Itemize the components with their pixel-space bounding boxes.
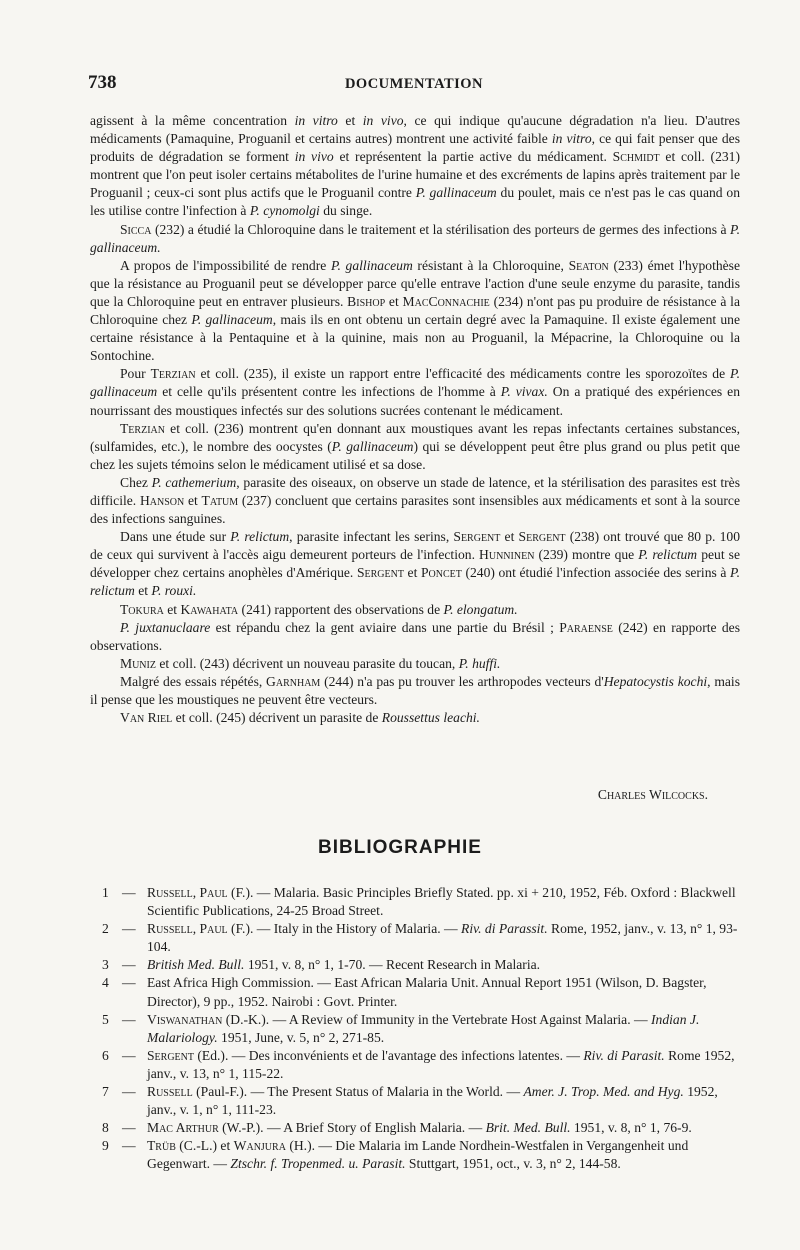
italic-text: P. huffi.: [458, 655, 501, 671]
reference-number: 1: [102, 885, 109, 900]
italic-text: Roussettus leachi.: [381, 710, 480, 726]
text-run: (234) n'ont pas pu produire de résistance à la Chloroquine chez: [90, 293, 740, 328]
reference-number: 3: [102, 957, 109, 973]
italic-text: in vitro: [551, 131, 592, 147]
paragraph: [90, 709, 740, 727]
author-name: Seaton: [568, 257, 609, 273]
text-run: (244) n'a pas pu trouver les arthropodes vecteurs d': [320, 673, 604, 689]
paragraph: [90, 528, 740, 600]
author-name: Wanjura: [233, 1138, 286, 1154]
paragraph: [90, 619, 740, 655]
text-run: du poulet, mais ce n'est pas le cas quand on les utilise contre l'infection à: [90, 185, 740, 219]
italic-text: P. elongatum.: [443, 601, 518, 617]
author-name: Viswanathan: [147, 1011, 223, 1027]
text-run: et coll. (235), il existe un rapport entre l'efficacité des médicaments contre les sporozoïtes de: [195, 366, 731, 382]
paragraph: [90, 420, 740, 474]
reference-dash: —: [122, 885, 136, 900]
author-name: Hunninen: [479, 547, 535, 563]
text-run: 1952, janv., v. 1, n° 1, 111-23.: [147, 1084, 718, 1118]
italic-text: Hepatocystis kochi: [603, 673, 708, 689]
text-run: et: [385, 293, 403, 309]
text-run: Stuttgart, 1951, oct., v. 3, n° 2, 144-58.: [405, 1156, 621, 1172]
italic-text: P. gallinaceum.: [90, 221, 740, 255]
text-run: et: [184, 492, 202, 508]
italic-text: P. gallinaceum: [415, 185, 497, 201]
text-run: (W.-P.). — A Brief Story of English Malaria. —: [218, 1120, 486, 1136]
text-run: résistant à la Chloroquine,: [412, 257, 569, 273]
text-run: (Paul-F.). — The Present Status of Malaria in the World. —: [192, 1084, 524, 1100]
italic-text: Indian J. Malariology.: [147, 1011, 700, 1045]
reference-item: [92, 920, 740, 956]
reference-dash: —: [122, 957, 136, 973]
text-run: (241) rapportent des observations de: [238, 601, 444, 617]
italic-text: P. vivax.: [500, 384, 548, 400]
text-run: et: [337, 113, 363, 128]
italic-text: Riv. di Parasit.: [583, 1047, 665, 1063]
reference-item: [92, 1083, 740, 1119]
paragraph: [90, 221, 740, 257]
author-name: MacConnachie: [402, 293, 490, 309]
italic-text: British Med. Bull.: [147, 957, 245, 973]
author-name: Schmidt: [612, 149, 660, 165]
author-name: Sergent: [518, 529, 566, 545]
paragraph: [90, 655, 740, 673]
text-run: On a pratiqué des expériences en nourrissant des moustiques infectés sur des solutions sucrées contenant le médicament.: [90, 384, 740, 418]
bibliography-list: [92, 884, 740, 1174]
running-title: DOCUMENTATION: [344, 76, 484, 92]
text-run: , parasite des oiseaux, on observe un stade de latence, et la stérilisation des parasites est très difficile.: [90, 474, 740, 508]
text-run: (D.-K.). — A Review of Immunity in the Vertebrate Host Against Malaria. —: [222, 1011, 652, 1027]
author-name: Poncet: [420, 565, 462, 581]
body-text: [90, 112, 740, 727]
text-run: et coll. (243) décrivent un nouveau parasite du toucan,: [155, 655, 459, 671]
text-run: , mais il pense que les moustiques ne peuvent être vecteurs.: [90, 673, 740, 707]
paragraph: [90, 474, 740, 528]
text-run: (239) montre que: [534, 547, 639, 563]
author-name: Kawahata: [180, 601, 239, 617]
paragraph: [90, 257, 740, 366]
text-run: 1951, June, v. 5, n° 2, 271-85.: [217, 1029, 385, 1045]
text-run: 1951, v. 8, n° 1, 1-70. — Recent Research in Malaria.: [244, 957, 541, 973]
reference-dash: —: [122, 1047, 136, 1063]
reference-dash: —: [122, 1120, 136, 1136]
text-run: et: [163, 601, 181, 617]
italic-text: Amer. J. Trop. Med. and Hyg.: [523, 1084, 684, 1100]
author-name: Tatum: [201, 492, 239, 508]
text-run: East Africa High Commission. — East African Malaria Unit. Annual Report 1951 (Wilson, D. Bagster, Director), 9 pp., 1952. Nairobi : Govt. Printer.: [147, 975, 707, 1009]
text-run: et: [500, 529, 519, 545]
italic-text: in vivo: [294, 149, 334, 165]
author-name: Sicca: [120, 221, 152, 237]
page-number: 738: [88, 72, 117, 93]
reference-dash: —: [122, 1084, 136, 1100]
reference-number: 6: [102, 1047, 109, 1063]
text-run: du singe.: [319, 203, 373, 219]
italic-text: P. gallinaceum: [330, 257, 413, 273]
italic-text: P. cynomolgi: [249, 203, 320, 219]
reference-item: [92, 1047, 740, 1083]
text-run: et coll. (245) décrivent un parasite de: [172, 710, 382, 726]
text-run: Malgré des essais répétés,: [120, 673, 267, 689]
paragraph: [90, 112, 740, 221]
italic-text: P. relictum: [230, 529, 290, 545]
author-name: Paraense: [559, 619, 613, 635]
text-run: est répandu chez la gent aviaire dans une partie du Brésil ;: [210, 619, 560, 635]
author-name: Russell: [147, 1084, 193, 1100]
reference-number: 2: [102, 921, 109, 937]
author-name: Sergent: [356, 565, 404, 581]
reference-item: [92, 974, 740, 1010]
reference-item: [92, 1137, 740, 1173]
text-run: et coll. (231) montrent que l'on peut isoler certains métabolites de l'urine humaine et des excréments de lapins après traitement par le Proguanil ; ceux-ci sont plus actifs que le Proguanil contre: [90, 149, 740, 201]
text-run: (237) concluent que certains parasites sont insensibles aux médicaments et sont à la source des infections sanguines.: [90, 492, 740, 527]
reference-number: 7: [102, 1084, 109, 1100]
author-name: Tokura: [120, 601, 164, 617]
italic-text: Riv. di Parassit.: [461, 921, 548, 937]
italic-text: P. relictum: [638, 547, 698, 563]
text-run: , ce qui fait penser que des produits de dégradation se forment: [90, 131, 740, 165]
reference-number: 4: [102, 975, 109, 991]
italic-text: in vitro: [294, 113, 338, 128]
italic-text: P. juxtanuclaare: [120, 619, 211, 635]
author-name: Russell, Paul: [147, 885, 228, 900]
author-name: Bishop: [347, 293, 386, 309]
author-name: Sergent: [453, 529, 501, 545]
text-run: et représentent la partie active du médicament.: [333, 149, 613, 165]
reference-item: [92, 884, 740, 920]
italic-text: P. gallinaceum: [331, 438, 414, 454]
author-name: Mac Arthur: [147, 1120, 219, 1136]
reference-item: [92, 1119, 740, 1137]
reference-number: 9: [102, 1138, 109, 1154]
italic-text: Brit. Med. Bull.: [485, 1120, 571, 1136]
text-run: et coll. (236) montrent qu'en donnant aux moustiques avant les repas infectants certaines substances, (sulfamides, etc.), le nombre des oocystes (: [90, 420, 740, 454]
author-name: Muniz: [120, 655, 156, 671]
reference-number: 5: [102, 1011, 109, 1027]
text-run: Rome 1952, janv., v. 13, n° 1, 115-22.: [147, 1047, 735, 1081]
italic-text: P. gallinaceum: [191, 312, 273, 328]
text-run: Dans une étude sur: [120, 529, 231, 545]
author-name: Sergent: [147, 1047, 194, 1063]
author-name: Trüb: [147, 1138, 176, 1154]
reference-dash: —: [122, 1011, 136, 1027]
text-run: et: [134, 583, 152, 599]
text-run: (F.). — Italy in the History of Malaria. —: [227, 921, 462, 937]
text-run: et celle qu'ils présentent contre les infections de l'homme à: [157, 384, 501, 400]
paragraph: [90, 365, 740, 419]
italic-text: P. cathemerium: [151, 474, 237, 490]
author-name: Terzian: [150, 366, 196, 382]
reference-item: [92, 1011, 740, 1047]
author-name: Russell, Paul: [147, 921, 228, 937]
text-run: (232) a étudié la Chloroquine dans le traitement et la stérilisation des porteurs de germes des infections à: [151, 221, 731, 237]
italic-text: P. relictum: [90, 565, 740, 599]
text-run: (Ed.). — Des inconvénients et de l'avantage des infections latentes. —: [194, 1047, 584, 1063]
text-run: (F.). — Malaria. Basic Principles Briefly Stated. pp. xi + 210, 1952, Féb. Oxford : Blackwell Scientific Publications, 24-25 Broad Street.: [147, 885, 736, 919]
author-signature: Charles Wilcocks.: [597, 787, 708, 802]
reference-number: 8: [102, 1120, 109, 1136]
reference-dash: —: [122, 975, 136, 991]
text-run: (242) en rapporte des observations.: [90, 619, 741, 653]
text-run: (240) ont étudié l'infection associée des serins à: [461, 565, 731, 581]
italic-text: Ztschr. f. Tropenmed. u. Parasit.: [230, 1156, 406, 1172]
page-header: [88, 72, 740, 98]
text-run: agissent à la même concentration: [90, 113, 295, 128]
reference-dash: —: [122, 921, 136, 937]
bibliography-heading: BIBLIOGRAPHIE: [318, 837, 482, 858]
text-run: , ce qui indique qu'aucune dégradation n'a lieu. D'autres médicaments (Pamaquine, Proguanil et certains autres) montrent une activité faible: [90, 113, 740, 147]
text-run: A propos de l'impossibilité de rendre: [120, 257, 331, 273]
text-run: (233) émet l'hypothèse que la résistance au Proguanil peut se développer parce qu'elle entrave l'action d'une seule enzyme du parasite, tandis que la Chloroquine peut en entraver plusieurs.: [90, 257, 740, 309]
text-run: 1951, v. 8, n° 1, 76-9.: [570, 1120, 692, 1136]
text-run: , mais ils en ont obtenu un certain degré avec la Pamaquine. Il existe également une certaine résistance à la Pentaquine et à la quinine, mais non au Proguanil, la Mépacrine, la Chloroquine ou la Sontochine.: [90, 312, 741, 364]
author-name: Hanson: [139, 492, 185, 508]
author-name: Terzian: [120, 420, 165, 436]
italic-text: P. gallinaceum: [90, 366, 740, 400]
author-name: Van Riel: [120, 710, 173, 726]
text-run: Chez: [120, 474, 152, 490]
text-run: Rome, 1952, janv., v. 13, n° 1, 93-104.: [147, 921, 738, 955]
text-run: et: [403, 565, 421, 581]
text-run: peut se développer chez certains anophèles d'Amérique.: [90, 547, 741, 581]
paragraph: [90, 601, 740, 619]
paragraph: [90, 673, 740, 709]
author-name: Garnham: [266, 673, 321, 689]
reference-item: [92, 956, 740, 974]
text-run: , parasite infectant les serins,: [289, 529, 454, 545]
text-run: ) qui se développent peut être plus grand ou plus petit que chez les sujets témoins selon le médicament utilisé et sa dose.: [90, 438, 741, 472]
text-run: (C.-L.) et: [175, 1138, 234, 1154]
italic-text: P. rouxi.: [151, 583, 197, 599]
text-run: (238) ont trouvé que 80 p. 100 de ceux qui survivent à l'accès aigu demeurent porteurs de l'infection.: [90, 529, 740, 563]
text-run: Pour: [120, 366, 151, 382]
italic-text: in vivo: [362, 113, 404, 128]
text-run: (H.). — Die Malaria im Lande Nordhein-Westfalen in Vergangenheit und Gegenwart. —: [147, 1138, 689, 1172]
reference-dash: —: [122, 1138, 136, 1154]
